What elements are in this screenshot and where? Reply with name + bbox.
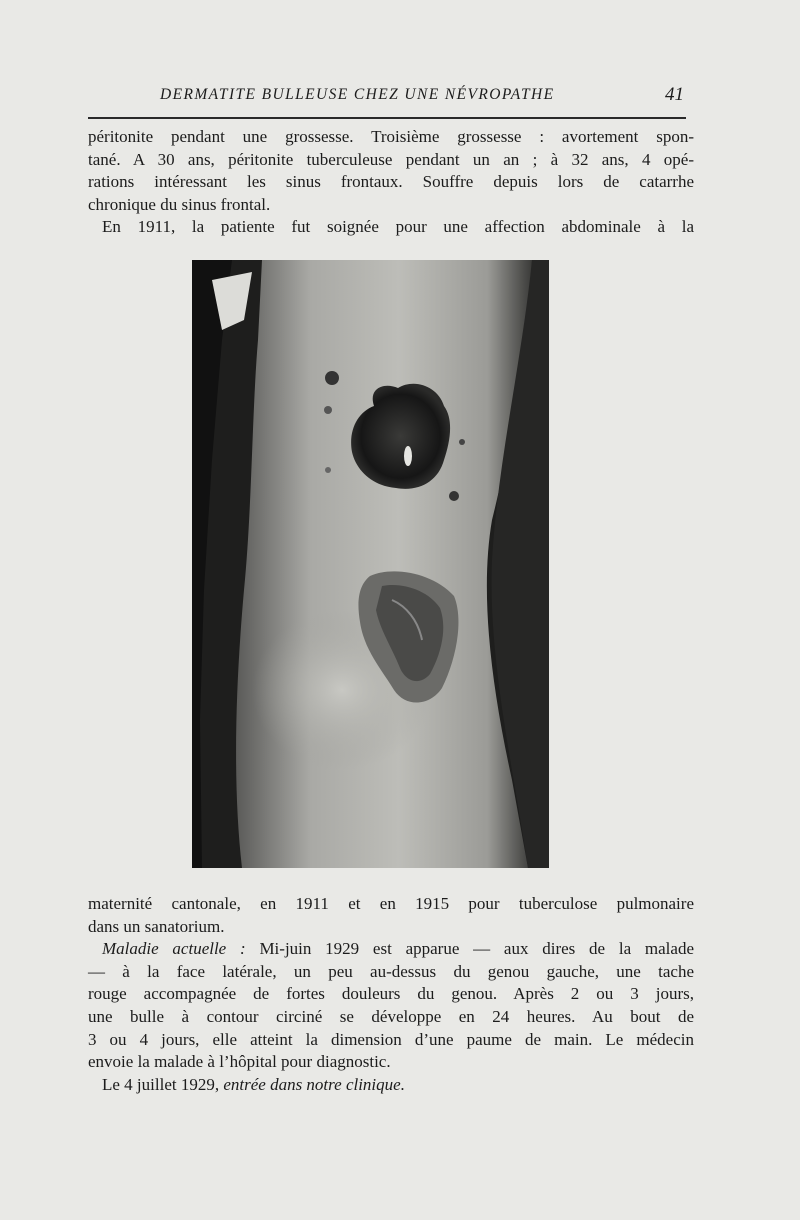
running-title: DERMATITE BULLEUSE CHEZ UNE NÉVROPATHE bbox=[160, 86, 555, 103]
bottom-paragraphs bbox=[88, 893, 694, 1096]
text-line: dans un sanatorium. bbox=[88, 916, 225, 936]
top-paragraphs bbox=[88, 126, 694, 239]
text-line: chronique du sinus frontal. bbox=[88, 194, 271, 214]
page-number: 41 bbox=[665, 84, 684, 105]
text-line: 3 ou 4 jours, elle atteint la dimension d’une paume de main. Le médecin bbox=[88, 1029, 694, 1049]
text-line: maternité cantonale, en 1911 et en 1915 pour tuberculose pulmonaire bbox=[88, 894, 694, 913]
text-line: tané. A 30 ans, péritonite tuberculeuse pendant un an ; à 32 ans, 4 opé- bbox=[88, 149, 694, 169]
clinical-photograph bbox=[192, 260, 549, 868]
text-line: une bulle à contour circiné se développe en 24 heures. Au bout de bbox=[88, 1006, 694, 1026]
header-rule bbox=[88, 117, 686, 119]
section-label: Maladie actuelle : bbox=[102, 939, 246, 959]
photograph-of-leg-lesions-icon bbox=[192, 260, 549, 868]
text-line: rouge accompagnée de fortes douleurs du genou. Après 2 ou 3 jours, bbox=[88, 984, 694, 1004]
text-line: rations intéressant les sinus frontaux. Souffre depuis lors de catarrhe bbox=[88, 172, 694, 192]
text-span: Mi-juin 1929 est apparue — aux dires de la malade bbox=[245, 939, 694, 959]
text-span: Le 4 juillet 1929, bbox=[102, 1074, 224, 1094]
running-head bbox=[88, 84, 684, 110]
text-line: En 1911, la patiente fut soignée pour une affection abdominale à la bbox=[102, 217, 694, 237]
text-line: péritonite pendant une grossesse. Troisième grossesse : avortement spon- bbox=[88, 127, 694, 146]
text-line: — à la face latérale, un peu au-dessus du genou gauche, une tache bbox=[88, 961, 694, 981]
text-line bbox=[88, 1074, 694, 1097]
text-span: entrée dans notre clinique. bbox=[223, 1074, 405, 1094]
text-line bbox=[88, 938, 694, 961]
text-line: envoie la malade à l’hôpital pour diagnostic. bbox=[88, 1052, 391, 1072]
